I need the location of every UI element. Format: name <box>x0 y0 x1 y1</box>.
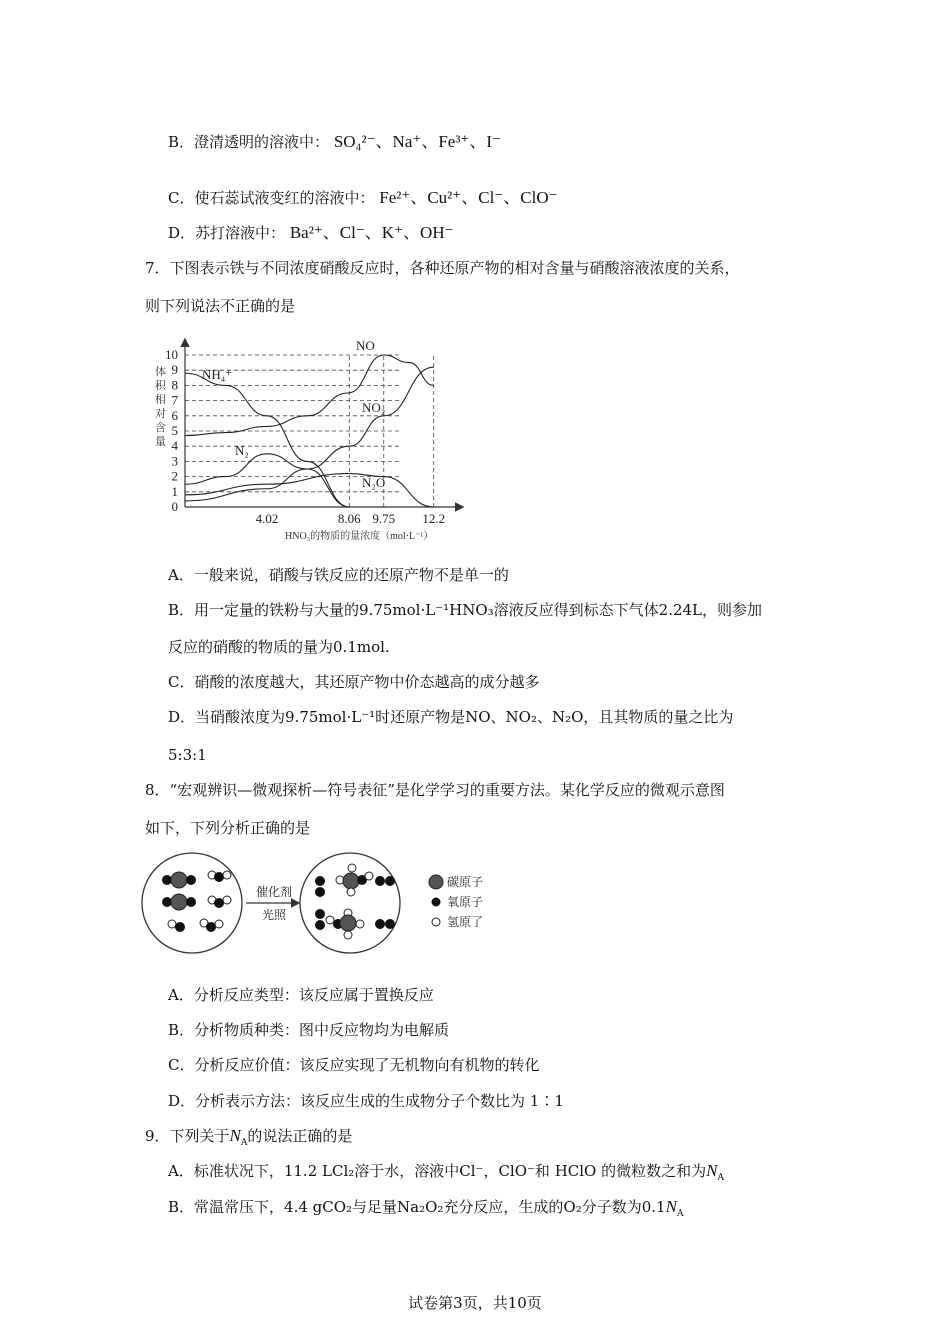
h2o-molecule <box>200 919 223 932</box>
q7-option-b-line1: B．用一定量的铁粉与大量的9.75mol·L⁻¹HNO₃溶液反应得到标态下气体2.24L，则参加 <box>168 601 763 619</box>
q9-na-sub: A <box>240 1138 248 1148</box>
q9-stem-tail: 的说法正确的是 <box>247 1127 353 1145</box>
y-tick-label: 6 <box>171 407 178 423</box>
y-tick-label: 9 <box>171 362 178 378</box>
oxygen-legend-icon <box>432 898 441 907</box>
q8-option-c: C．分析反应价值：该反应实现了无机物向有机物的转化 <box>168 1056 540 1074</box>
q9-option-b <box>168 1197 683 1217</box>
q6-option-b <box>168 132 501 152</box>
q6-option-b-prefix: B．澄清透明的溶液中： <box>168 133 330 151</box>
q8-stem-line2: 如下，下列分析正确的是 <box>145 819 311 837</box>
ylabel-char: 体 <box>155 366 166 378</box>
ylabel-char: 相 <box>155 394 166 406</box>
hydrogen-legend-icon <box>432 918 440 926</box>
series-label: NO₂ <box>362 400 386 415</box>
y-tick-label: 5 <box>171 423 178 438</box>
y-tick-label: 0 <box>171 499 178 514</box>
series-line-N₂O <box>185 474 434 507</box>
y-tick-label: 8 <box>171 377 178 393</box>
q6-option-c-prefix: C．使石蕊试液变红的溶液中： <box>168 189 375 207</box>
q7-chart <box>140 335 470 547</box>
arrow-label-top: 催化剂 <box>256 885 293 899</box>
h2o-molecule <box>208 896 231 908</box>
x-tick-label: 8.06 <box>337 511 361 526</box>
q7-stem-line2: 则下列说法不正确的是 <box>145 297 296 315</box>
q6-option-d-ions: Ba²⁺、Cl⁻、K⁺、OH⁻ <box>289 223 454 242</box>
q8-option-b: B．分析物质种类：图中反应物均为电解质 <box>168 1021 450 1039</box>
series-label: N₂ <box>235 443 249 458</box>
series-line-NH₄⁺ <box>185 373 349 507</box>
series-line-NO₂ <box>185 367 434 501</box>
ylabel-char: 积 <box>155 380 166 392</box>
series-label: N₂O <box>362 475 386 490</box>
o2-molecule <box>315 909 325 930</box>
q7-stem-line1: 7．下图表示铁与不同浓度硝酸反应时，各种还原产物的相对含量与硝酸溶液浓度的关系， <box>145 259 740 277</box>
q6-option-c-ions: Fe²⁺、Cu²⁺、Cl⁻、ClO⁻ <box>379 188 558 207</box>
q9-stem <box>145 1126 352 1146</box>
q6-option-d-prefix: D．苏打溶液中： <box>168 224 286 242</box>
arrow-label-bottom: 光照 <box>262 908 287 922</box>
h2o-molecule <box>208 871 231 882</box>
q6-option-b-ions: SO₄²⁻、Na⁺、Fe³⁺、I⁻ <box>333 132 502 151</box>
carbon-legend-icon <box>429 875 443 889</box>
q7-option-c: C．硝酸的浓度越大，其还原产物中价态越高的成分越多 <box>168 673 540 691</box>
q8-reaction-diagram <box>140 848 500 958</box>
legend-oxygen: 氧原子 <box>447 895 484 909</box>
y-tick-label: 7 <box>171 392 178 408</box>
q6-option-d <box>168 223 454 243</box>
q9-option-b-text: B．常温常压下，4.4 gCO₂与足量Na₂O₂充分反应，生成的O₂分子数为0.1 <box>168 1198 666 1216</box>
x-tick-label: 4.02 <box>255 511 279 526</box>
q9-stem-head: 9．下列关于 <box>145 1127 230 1145</box>
ch4o-molecule <box>326 909 364 939</box>
q9-option-a <box>168 1161 724 1181</box>
q7-option-a: A．一般来说，硝酸与铁反应的还原产物不是单一的 <box>168 566 509 584</box>
page-footer: 试卷第3页，共10页 <box>408 1294 542 1312</box>
h2o-molecule <box>168 920 185 932</box>
y-tick-label: 3 <box>171 453 178 469</box>
q9-option-a-text: A．标准状况下，11.2 LCl₂溶于水，溶液中Cl⁻，ClO⁻和 HClO 的微粒数之和为 <box>168 1162 707 1180</box>
co2-molecule <box>162 872 196 888</box>
y-tick-label: 1 <box>171 483 178 499</box>
ylabel-char: 含 <box>155 422 166 434</box>
ylabel-char: 量 <box>155 436 166 448</box>
co2-molecule <box>162 894 196 910</box>
legend-hydrogen: 氢原了 <box>447 915 484 929</box>
chart-xlabel: HNO₃的物质的量浓度（mol·L⁻¹） <box>285 531 434 542</box>
series-label: NH₄⁺ <box>202 367 233 382</box>
q9-option-a-na: N <box>706 1161 718 1180</box>
q6-option-c <box>168 188 558 208</box>
q8-stem-line1: 8．“宏观辨识—微观探析—符号表征”是化学学习的重要方法。某化学反应的微观示意图 <box>145 781 725 799</box>
q9-na-symbol: N <box>229 1126 241 1145</box>
series-label: NO <box>356 338 375 353</box>
x-tick-label: 9.75 <box>372 511 396 526</box>
o2-molecule <box>375 919 395 929</box>
y-tick-label: 4 <box>171 438 178 454</box>
legend-carbon: 碳原子 <box>447 875 484 889</box>
q8-option-d: D．分析表示方法：该反应生成的生成物分子个数比为 1∶1 <box>168 1092 564 1110</box>
chart-ylabel <box>155 364 167 448</box>
q7-option-d-line1: D．当硝酸浓度为9.75mol·L⁻¹时还原产物是NO、NO₂、N₂O，且其物质的量之比为 <box>168 708 734 726</box>
q9-option-a-na-sub: A <box>717 1173 724 1183</box>
o2-molecule <box>315 876 325 897</box>
o2-molecule <box>375 876 395 886</box>
q8-option-a: A．分析反应类型：该反应属于置换反应 <box>168 986 434 1004</box>
y-tick-label: 2 <box>171 468 178 484</box>
x-tick-label: 12.2 <box>422 511 446 526</box>
y-tick-label: 10 <box>165 347 178 362</box>
ylabel-char: 对 <box>155 408 166 420</box>
q7-option-d-line2: 5:3:1 <box>168 746 207 764</box>
q9-option-b-na: N <box>665 1197 677 1216</box>
q7-option-b-line2: 反应的硝酸的物质的量为0.1mol. <box>168 638 390 656</box>
q9-option-b-na-sub: A <box>676 1209 684 1219</box>
ch4o-molecule <box>336 864 373 896</box>
